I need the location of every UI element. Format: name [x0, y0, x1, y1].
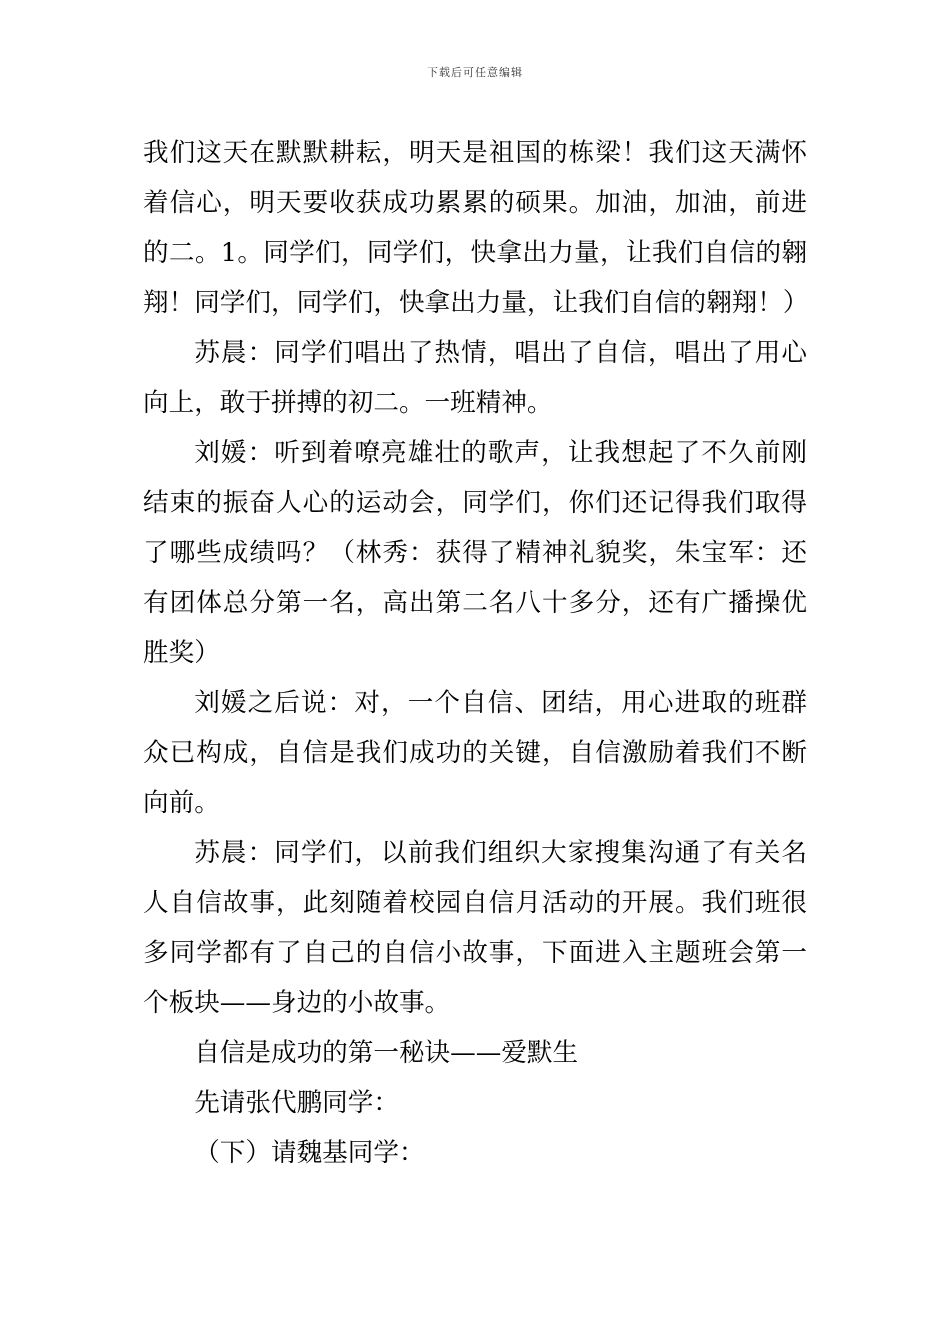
page-header: 下载后可任意编辑 — [427, 66, 523, 79]
invite-line-2: （下）请魏基同学： — [194, 1138, 425, 1168]
quote-line: 自信是成功的第一秘诀——爱默生 — [194, 1038, 579, 1068]
paragraph-suchen-2: 苏晨：同学们，以前我们组织大家搜集沟通了有关名人自信故事，此刻随着校园自信月活动的开展。我们班很多同学都有了自己的自信小故事，下面进入主题班会第一个板块——身边的小故事。 — [143, 838, 807, 1018]
paragraph-opening: 我们这天在默默耕耘，明天是祖国的栋梁！我们这天满怀着信心，明天要收获成功累累的硕果。加油，加油，前进的二。1。同学们，同学们，快拿出力量，让我们自信的翱翔！同学们，同学们，快拿出力量，让我们自信的翱翔！） — [143, 138, 809, 318]
document-body — [143, 128, 807, 1178]
paragraph-suchen-1: 苏晨：同学们唱出了热情，唱出了自信，唱出了用心向上，敢于拼搏的初二。一班精神。 — [143, 338, 807, 418]
invite-line-1: 先请张代鹏同学： — [194, 1088, 399, 1118]
paragraph-liuyuan-2: 刘媛之后说：对，一个自信、团结，用心进取的班群众已构成，自信是我们成功的关键，自信激励着我们不断向前。 — [143, 688, 807, 818]
paragraph-liuyuan-1: 刘媛：听到着嘹亮雄壮的歌声，让我想起了不久前刚结束的振奋人心的运动会，同学们，你们还记得我们取得了哪些成绩吗？（林秀：获得了精神礼貌奖，朱宝军：还有团体总分第一名，高出第二名八十多分，还有广播操优胜奖） — [143, 438, 807, 668]
